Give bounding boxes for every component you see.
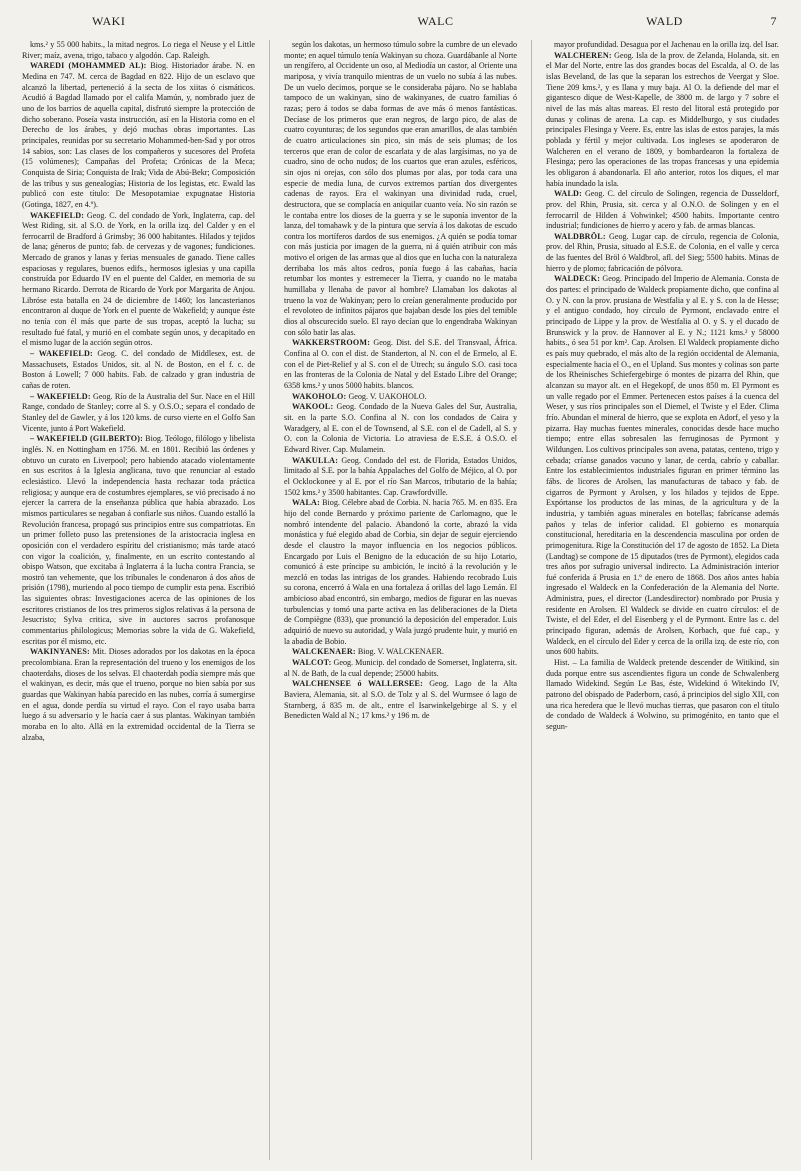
dictionary-entry [546,274,779,658]
dictionary-entry [22,392,255,435]
entry-body: Geog. C. del condado de Middlesex, est. de Massachusets, Estados Unidos, sit. al N. de Boston, en el f. c. de Boston á Lowell; 7 000 habits. Fab. de calzado y gran industria de cañas de roten. [22,349,255,390]
dictionary-entry [284,456,517,499]
entry-body: mayor profundidad. Desagua por el Jachenau en la orilla izq. del Isar. [554,40,779,49]
entry-headword: WAKKERSTROOM: [292,338,371,348]
dictionary-entry [546,189,779,232]
entry-body: Hist. – La familia de Waldeck pretende descender de Witikind, sin duda porque entre sus ascendientes figura un conde de Schwalenberg llamado Widekind. Según Le Bas, éste, Widekind ó Witekindo IV, patrono del obispado de Paderborn, casó, á principios del siglo XII, con una rica heredera que le llevó muchas tierras, que pasaron con el título de condado de Waldeck á Wolwino, su primogénito, en tanto que el segun- [546,658,779,731]
entry-headword: WALDECK: [554,274,601,284]
entry-headword: WALCOT: [292,658,332,668]
entry-headword: WAKULLA: [292,455,339,465]
page-header [22,14,779,40]
dictionary-entry [284,658,517,679]
entry-body: Biog. Célebre abad de Corbia. N. hacia 765. M. en 835. Era hijo del conde Bernardo y próximo pariente de Carlomagno, que le nombró intendente del palacio. Abandonó la corte, abrazó la vida monástica y fué elegido abad de Corbia, sin dejar de seguir ejerciendo desde el claustro la mayor influencia en los negocios públicos. Encargado por Luis el Benigno de la educación de su hijo Lotario, comunicó á este príncipe su ambición, le incitó á la revolución y le mezcló en todas las intrigas de los grandes. Habiendo recobrado Luis su corona, encerró á Wala en una fortaleza á orillas del lago Lemán. El ambicioso abad encontró, sin embargo, medios de figurar en las nuevas turbulencias y tomó una parte activa en las deliberaciones de la Dieta de Compiègne (833), que pronunció la deposición del emperador. Luis adquirió de nuevo su autoridad, y Wala juzgó prudente huir, y murió en la abadía de Bobio. [284,498,517,646]
entry-body: Geog. Condado del est. de Florida, Estados Unidos, limitado al S.E. por la bahía Appalaches del Golfo de Méjico, al O. por el Ocklockonee y al E. por el río San Marcos, tributario de la bahía; 1502 kms.² y 3500 habitantes. Cap. Crawfordville. [284,455,517,497]
dictionary-entry [22,40,255,61]
entry-headword: WALCKENAER: [292,647,356,657]
dictionary-entry [284,40,517,338]
entry-headword: WALA: [292,498,320,508]
dictionary-entry [22,349,255,392]
entry-body: Biog. V. WALCKENAER. [357,647,444,657]
dictionary-entry [22,647,255,743]
entry-headword: WAKEFIELD: [30,210,85,220]
text-columns [22,40,779,1160]
dictionary-entry [284,647,517,658]
entry-headword: WAKOOL: [292,402,334,412]
entry-body: Geog. Principado del Imperio de Alemania. Consta de dos partes: el principado de Waldeck propiamente dicho, que confina al O. y N. con la prov. prusiana de Westfalia y al E. y S. con la de Hesse; y el antiguo condado, hoy círculo de Pyrmont, enclavado entre el principado de Lippe y la prov. de Westfalia al O. y S. y el ducado de Brunswick y la prov. de Hannover al E. y N.; 1121 kms.² y 58000 habits., ó sea 51 por km². Cap. Arolsen. El Waldeck propiamente dicho es país muy quebrado, el más alto de la región occidental de Alemania, especialmente hacia el O., en el Upland. Sus montes y colinas son parte de los Rheinisches Schiefergebirge ó montes de pizarra del Rhin, que alcanzan su mayor alt. en el Hegekopf, de unos 850 m. El Pyrmont es un valle regado por el Emmer. Pertenecen estos países á la cuenca del Weser, y sus ríos principales son el Diemel, el Twiste y el Eder. Clima frío. Abundan el mineral de hierro, que se explota en Adorf, el yeso y la pizarra. Hay muchas fuentes minerales, conocidas desde hace mucho tiempo; entre ellas sobresalen las ferruginosas de Pyrmont y Wildungen. Los cultivos principales son avena, patatas, centeno, trigo y cebada; críanse ganados vacuno y lanar, de cerda, cabrío y caballar. Entre los establecimientos industriales figuran en primer término las fábs. de licores de Arolsen, las manufacturas de tabaco y fab. de cigarros de Pyrmont y Arolsen, y los hilados y tejidos de Eppe. Expórtanse los productos de las minas, de la agricultura y de la industria, y también aguas minerales en botellas; fabrícanse además paños y telas de inferior calidad. El gobierno es monarquía constitucional, hereditaria en la descendencia masculina por orden de primogenitura. Rige la Constitución del 17 de agosto de 1852. La Dieta (Landtag) se compone de 15 diputados (tres de Pyrmont), elegidos cada tres años por sufragio universal indirecto. La Administración interior fué conferida á Prusia en 1.º de enero de 1868. Dos años antes había ingresado el Waldeck en la Confederación de la Alemania del Norte. Administra, pues, el director (Landesdirector) nombrado por Prusia y residente en Arolsen. El Waldeck se divide en cuatro círculos: el de Twiste, el del Eder, el del Eisenberg y el de Pyrmont. Entre las c. del principado figuran, además de Arolsen, Korbach, que fué cap., y Waldeck, en el círculo del Eder y cerca de la orilla izq. de este río, con unos 600 habits. [546,274,779,657]
entry-headword: – WAKEFIELD: [30,391,91,401]
column-divider [531,40,532,1160]
column-3 [546,40,779,1160]
entry-body: según los dakotas, un hermoso túmulo sobre la cumbre de un elevado monte; en aquel túmulo tenía Wakinyan su choza. Guardábanle al Norte un rengífero, al Occidente un oso, al Mediodía un castor, al Oriente una mariposa, y vivía tranquilo mientras de un vuelo no subía á las nubes. De un vuelo decimos, porque se le consideraba pájaro. No se hablaba tampoco de un wakinyan, sino de wakinyanes, de cuatro familias ó razas; pero á todos se daba formas de ave más ó menos fantásticas. Decíase de los primeros que eran negros, de largo pico, de alas de cuatro coyunturas; de los segundos que eran amarillos, de alas también de cuatro articulaciones sin pico, sin más de seis plumas; de los terceros que eran de color de escarlata y de alas largísimas, no ya de cuadro, sino de ocho nudos; de los cuartos que eran azules, esféricos, sin ojos ni orejas, con sólo dos plumas por alas, por toda cara una especie de media luna, de curvos extremos partían dos divergentes cadenas de rayos. Era el wakinyan una divinidad ruda, cruel, destructora, que se complacía en aniquilar cuanto veía. No sin razón se le contaba entre los dioses de la guerra y se le suponía inventor de la lanza, del tomahawk y de la pintura que servía á los dakotas de escudo contra los mortíferos dardos de sus enemigos. ¿A quién se podía tomar con más justicia por imagen de la guerra, ni á quién atribuir con más motivo el origen de las armas que al dios que en lucha con la naturaleza derribaba los más altos cedros, ponía fuego á las cabañas, hacía retumbar los montes y estremecer la Tierra, y cuando no le mataba humillaba y llenaba de pavor al hombre? Llamaban los dakotas al trueno la voz de Wakinyan; pero lo creían generalmente producido por el revoloteo de infinitos pájaros que bajaban desde los pies del temible dios al obscurecido suelo. El rayo decían que lo engendraba Wakinyan con sólo batir las alas. [284,40,517,337]
dictionary-entry [284,498,517,647]
dictionary-entry [284,402,517,455]
dictionary-entry [284,679,517,722]
entry-body: Geog. Lago de la Alta Baviera, Alemania, sit. al S.O. de Tolz y al S. del Wurmsee ó lago de Starnberg, á 835 m. de alt., entre el Isarwinkelgebirge al S. y el Benedicten Wald al N.; 17 kms.² y 196 m. de [284,679,517,721]
entry-headword: WAKINYANES: [30,647,90,657]
header-center-guideword: WALC [417,14,454,28]
dictionary-entry [22,211,255,350]
entry-headword: WALDBRÖL: [554,231,606,241]
dictionary-entry [546,51,779,190]
dictionary-entry [284,338,517,391]
entry-headword: WAREDI (MOHAMMED AL): [30,61,147,71]
column-divider [269,40,270,1160]
dictionary-entry [22,434,255,647]
dictionary-entry [22,61,255,210]
entry-body: Geog. Dist. del S.E. del Transvaal, África. Confina al O. con el dist. de Standerton, al N. con el de Ermelo, al E. con el de Piet-Relief y al S. con el de Utrech; su ángulo S.O. casi toca en las fronteras de la Colonia de Natal y del Estado Libre del Orange; 6358 kms.² y unos 5000 habits. blancos. [284,338,517,390]
entry-headword: WAKOHOLO: [292,391,347,401]
entry-headword: – WAKEFIELD (GILBERTO): [30,434,144,444]
dictionary-entry [546,658,779,733]
dictionary-entry [284,392,517,403]
entry-body: Geog. C. del condado de York, Inglaterra, cap. del West Riding, sit. al S.O. de York, en la orilla izq. del Calder y en el ferrocarril de Bradford á Grimsby; 36 000 habitantes. Hilados y tejidos de lana; géneros de punto; fab. de cervezas y de vagones; fundiciones. Mercado de granos y lanas y ferias mensuales de ganado. Tiene calles espaciosas y regulares, buenos edifs., hermosos iglesias y una capilla construída por Eduardo IV en el puente del Calder, en memoria de su hermano Ricardo. Derrota de Ricardo de York por Margarita de Anjou. Libróse esta batalla en 24 de diciembre de 1460; los lancasterianos encontraron al duque de York en el puente de Wakefield; y aunque éste no tenía con él más que parte de sus tropas, aceptó la lucha; su resultado fué fatal, y murió en el combate según unos, y decapitado en el mismo lugar de la acción según otros. [22,210,255,348]
entry-headword: WALD: [554,189,582,199]
entry-body: Mit. Dioses adorados por los dakotas en la época precolombiana. Eran la representación del trueno y los enemigos de los chaoterdahs, dioses de los selvas. El chaoterdah podía siempre más que el wakinyan, es decir, más que el trueno, porque no bien sabía por sus guardas que Wakinyan había parecido en las nubes, corría á sumergirse en el agua, donde perdía su virtud el rayo. Con el rayo usaba barra luego á su adversario y le hacía caer á sus plantas. Wakinyan también moraba en lo alto. Allá en la extremidad occidental de la Tierra se alzaba, [22,647,255,742]
entry-headword: WALCHENSEE ó WALLERSEE: [292,679,424,689]
entry-body: Geog. Isla de la prov. de Zelanda, Holanda, sit. en el Mar del Norte, entre las dos grandes bocas del Escalda, al O. de las islas Beveland, de las que la separan los estrechos de Veergat y Sloe. Tiene 209 kms.², y es llana y muy baja. Al O. la defiende del mar el gigantesco dique de West-Kapelle, de 3800 m. de largo y 7 sobre el nivel de las más altas mareas. El resto del litoral está protegido por dunas y colinas de arena. La cap. es Middelburgo, y sus ciudades principales Flesinga y Veere. Es, entre las islas de estos parajes, la más poblada y fértil y mejor cultivada. Los ingleses se apoderaron de Walcheren en el verano de 1809, y bombardearon la fortaleza de Flesinga; pero las operaciones de las tropas francesas y una epidemia les obligaron á abandonarla. El año anterior, rotos los diques, el mar había inundado la isla. [546,50,779,188]
entry-body: kms.² y 55 000 habits., la mitad negros. Lo riega el Neuse y el Little River; maíz, avena, trigo, tabaco y algodón. Cap. Raleigh. [22,40,255,60]
entry-body: Biog. Teólogo, filólogo y libelista inglés. N. en Nottingham en 1756. M. en 1801. Recibió las órdenes y obtuvo un curato en Liverpool; pero habiendo atacado violentamente en sus escritos á la Iglesia anglicana, tuvo que renunciar al estado eclesiástico. Llevó la independencia hasta rechazar toda práctica religiosa; y aunque era de costumbres ejemplares, se vió precisado á no ejercer la carrera de la enseñanza pública que había abrazado. Los mismos particulares se negaban á confiarle sus niños. Cuando estalló la Revolución francesa, propagó sus principios entre sus compatriotas. En un primer folleto puso las pretensiones de la aristocracia inglesa en oposición con el verdadero espíritu del cristianismo; más tarde atacó con vigor la coalición, y, finalmente, en un escrito contestando al obispo Watson, que excitaba á Inglaterra á la lucha contra Francia, se mostró tan vehemente, que los tribunales le condenaron á dos años de prisión (1798), muriendo al poco tiempo de cumplir esta pena. Escribió las siguientes obras: Investigaciones acerca de las opiniones de los escritores cristianos de los tres primeros siglos relativas á la persona de Jesucristo; Sylva critica, sive in auctores sacros profanosque commentarius philologicus; Memorias sobre la vida de G. Wakefield, escritas por él mismo, etc. [22,434,255,646]
page-number: 7 [770,14,777,28]
entry-headword: – WAKEFIELD: [30,349,93,359]
dictionary-entry [546,40,779,51]
entry-body: Biog. Historiador árabe. N. en Medina en 747. M. cerca de Bagdad en 822. Hijo de un esclavo que alcanzó la libertad, perteneció á la secta de los xiitas ó cismáticos. Acudió á Bagdad llamado por el califa Mamún, y, nombrado juez de uno de los barrios de aquella capital, disfrutó siempre la protección de dicho soberano. Poseía vasta instrucción, así en la Historia como en el Derecho de los árabes, y dejó muchas obras importantes. Las principales, reunidas por su secretario Mohammed-ben-Sad y por otros 14 sabios, son: Las clases de los compañeros y sucesores del Profeta (15 volúmenes); Campañas del Profeta; Crónicas de la Meca; Conquista de Siria; Conquista de Irak; Vida de Abú-Bekr; Composición de las tribus y sus genealogías; Historia de los legistas, etc. Ewald las publicó con este título: De Mesopotamiae expugnatae Historia (Gotinga, 1827, en 4.º). [22,61,255,209]
entry-body: Geog. Río de la Australia del Sur. Nace en el Hill Range, condado de Stanley; corre al S. y O.S.O.; separa el condado de Stanley del de Gawler, y á los 120 kms. de curso vierte en el Golfo San Vicente, junto á Port Wakefield. [22,391,255,433]
header-left-guideword: WAKI [92,14,126,28]
column-2 [284,40,517,1160]
entry-body: Geog. Lugar cap. de círculo, regencia de Colonia, prov. del Rhin, Prusia, situado al E.S.E. de Colonia, en el valle y cerca de las fuentes del Bröl ó Waldbrol, afl. del Sieg; 5500 habits. Minas de hierro y de plomo; fabricación de pólvora. [546,231,779,273]
header-right-guideword: WALD [646,14,683,28]
dictionary-entry [546,232,779,275]
entry-body: Geog. Condado de la Nueva Gales del Sur, Australia, sit. en la parte S.O. Confina al N. con los condados de Caira y Waradgery, al E. con el de Townsend, al S.E. con el de Cadell, al S. y O. con la Colonia de Victoria. Lo atraviesa de E.S.E. á O.S.O. el Edward River. Cap. Mulamein. [284,402,517,454]
entry-body: Geog. V. UAKOHOLO. [348,391,427,401]
entry-body: Geog. C. del círculo de Solingen, regencia de Dusseldorf, prov. del Rhin, Prusia, sit. cerca y al O.N.O. de Solingen y en el ferrocarril de Hilden á Vohwinkel; 4500 habits. Importante centro industrial; fundiciones de hierro y acero y fab. de armas blancas. [546,189,779,231]
column-1 [22,40,255,1160]
entry-headword: WALCHEREN: [554,50,612,60]
entry-body: Geog. Municip. del condado de Somerset, Inglaterra, sit. al N. de Bath, de la cual depende; 25000 habits. [284,658,517,678]
